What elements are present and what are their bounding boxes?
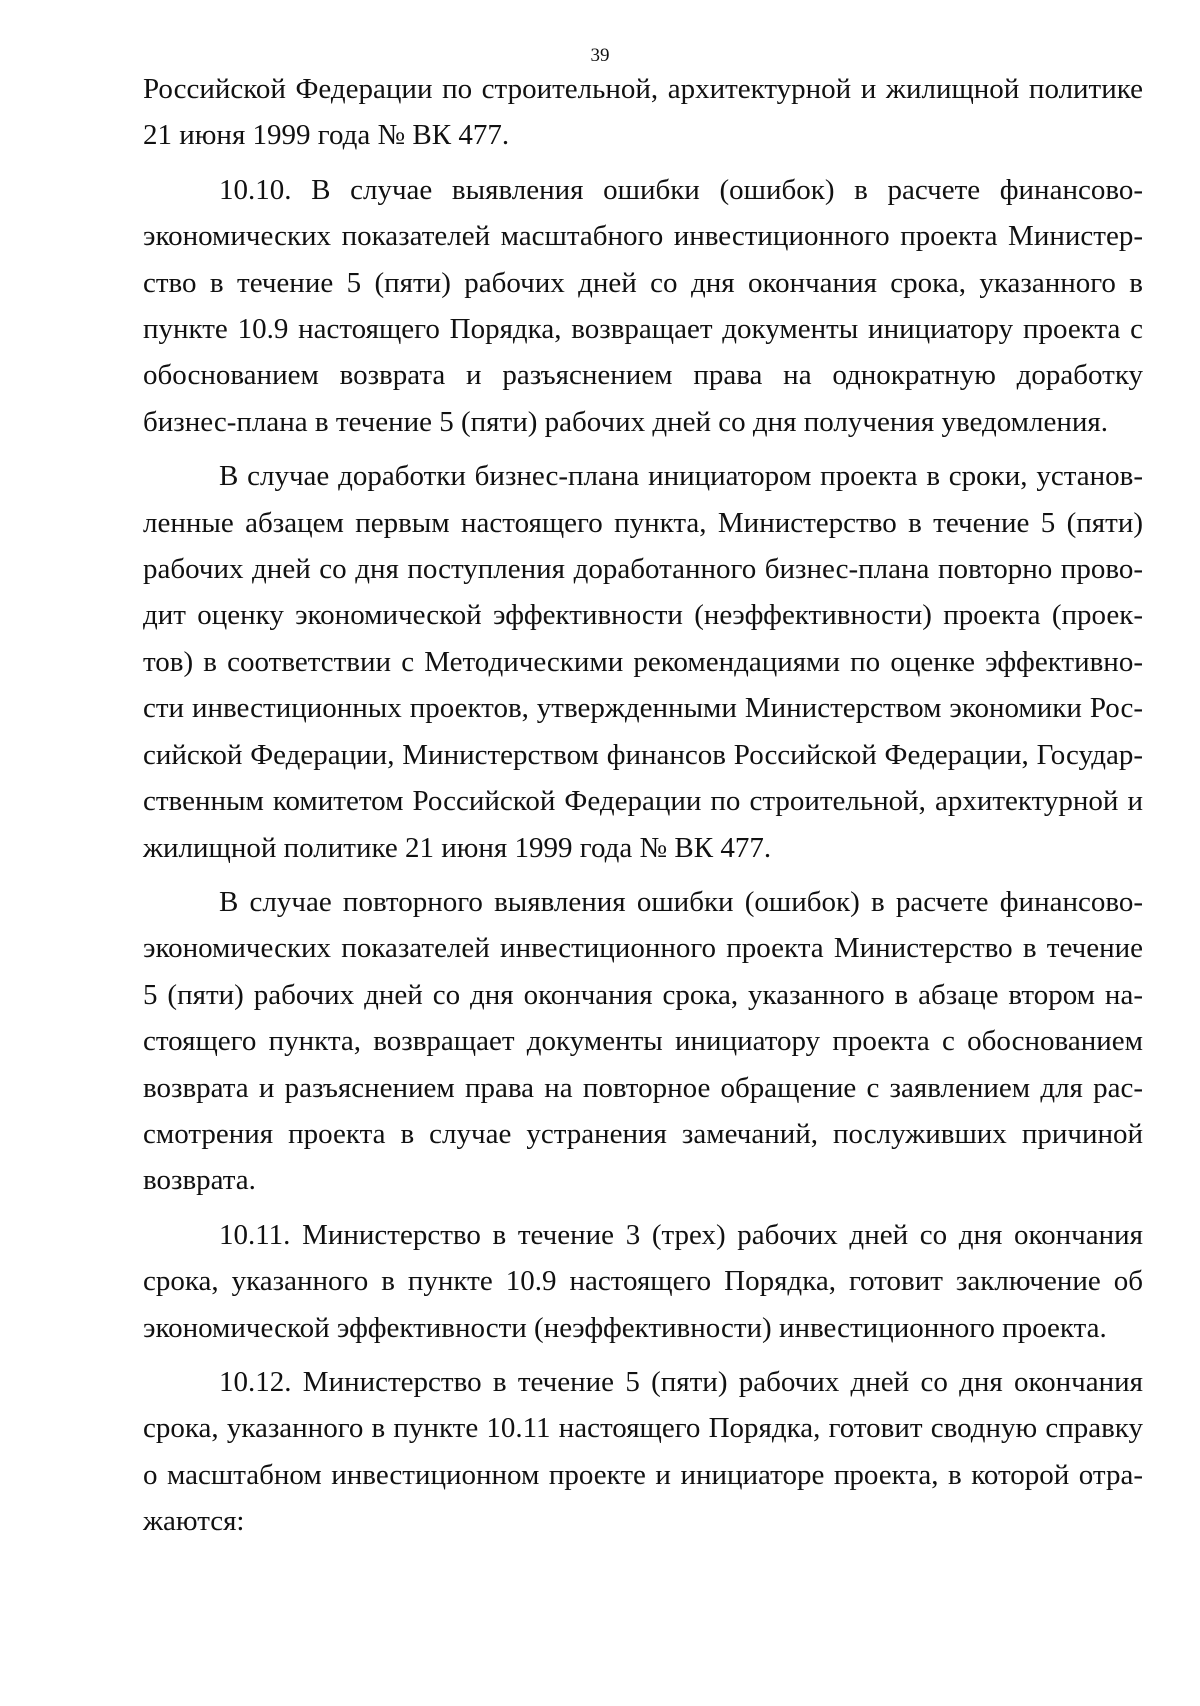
paragraph-10-11: 10.11. Министерство в течение 3 (трех) рабочих дней со дня окончания срока, указанного в пункте 10.9 настоящего Порядка, готовит заключение об экономической эффективности (неэффективности) инвестиционного проекта. [143, 1218, 1143, 1344]
page-number: 39 [590, 45, 610, 66]
paragraph-continuation: Российской Федерации по строительной, архитектурной и жилищной политике 21 июня 1999 года № ВК 477. [143, 73, 1143, 152]
document-body [143, 66, 1143, 1545]
paragraph-10-12: 10.12. Министерство в течение 5 (пяти) рабочих дней со дня окончания срока, указанного в пункте 10.11 настоящего Порядка, готовит сводную справку о масштабном инвестиционном проекте и инициаторе проекта, в которой отражаются: [143, 1365, 1143, 1538]
paragraph-10-10: 10.10. В случае выявления ошибки (ошибок) в расчете финансово-экономических показателей масштабного инвестиционного проекта Министерство в течение 5 (пяти) рабочих дней со дня окончания срока, указанного в пункте 10.9 настоящего Порядка, возвращает документы инициатору проекта с обоснованием возврата и разъяснением права на однократную доработку бизнес-плана в течение 5 (пяти) рабочих дней со дня получения уведомления. [143, 173, 1143, 438]
paragraph-repeat-error: В случае повторного выявления ошибки (ошибок) в расчете финансово-экономических показателей инвестиционного проекта Министерство в течение 5 (пяти) рабочих дней со дня окончания срока, указанного в абзаце втором настоящего пункта, возвращает документы инициатору проекта с обоснованием возврата и разъяснением права на повторное обращение с заявлением для рассмотрения проекта в случае устранения замечаний, послуживших причиной возврата. [143, 885, 1143, 1197]
paragraph-revision: В случае доработки бизнес-плана инициатором проекта в сроки, установленные абзацем первым настоящего пункта, Министерство в течение 5 (пяти) рабочих дней со дня поступления доработанного бизнес-плана повторно проводит оценку экономической эффективности (неэффективности) проекта (проектов) в соответствии с Методическими рекомендациями по оценке эффективности инвестиционных проектов, утвержденными Министерством экономики Российской Федерации, Министерством финансов Российской Федерации, Государственным комитетом Российской Федерации по строительной, архитектурной и жилищной политике 21 июня 1999 года № ВК 477. [143, 460, 1143, 864]
